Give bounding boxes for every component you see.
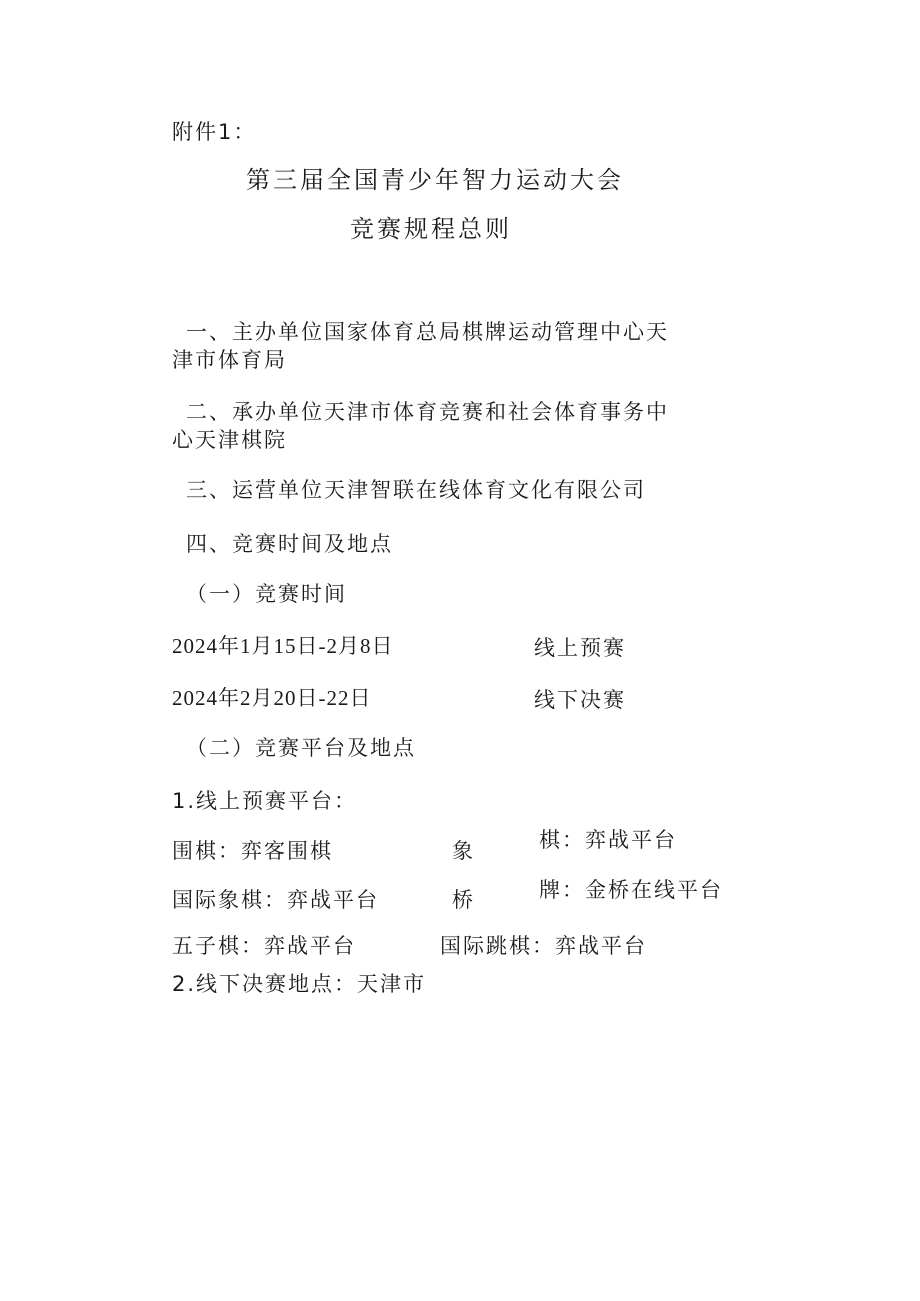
platform-chess: 国际象棋：弈战平台: [172, 888, 379, 912]
subsection-competition-time: （一）竞赛时间: [186, 582, 347, 606]
attachment-label: 附件1：: [172, 120, 257, 144]
platform-bridge-right: 牌：金桥在线平台: [539, 878, 723, 902]
section-organizer-line2: 津市体育局: [172, 348, 287, 372]
platform-xiangqi-right: 棋：弈战平台: [539, 828, 677, 852]
schedule-date-offline: 2024年2月20日-22日: [172, 686, 372, 710]
document-subtitle: 竞赛规程总则: [350, 215, 512, 243]
offline-location: 2.线下决赛地点：天津市: [172, 972, 427, 996]
section-host-line1: 二、承办单位天津市体育竞赛和社会体育事务中: [186, 400, 669, 424]
online-platform-heading: 1.线上预赛平台：: [172, 789, 358, 813]
section-time-location: 四、竞赛时间及地点: [186, 532, 393, 556]
subsection-platform-location: （二）竞赛平台及地点: [186, 736, 416, 760]
document-title: 第三届全国青少年智力运动大会: [246, 166, 624, 194]
platform-bridge-left: 桥: [452, 888, 475, 912]
section-organizer-line1: 一、主办单位国家体育总局棋牌运动管理中心天: [186, 320, 669, 344]
platform-gomoku: 五子棋：弈战平台: [172, 934, 356, 958]
schedule-event-offline: 线下决赛: [534, 688, 626, 712]
platform-checkers: 国际跳棋：弈战平台: [440, 934, 647, 958]
section-operator: 三、运营单位天津智联在线体育文化有限公司: [186, 478, 646, 502]
section-host-line2: 心天津棋院: [172, 428, 287, 452]
schedule-event-online: 线上预赛: [534, 636, 626, 660]
platform-xiangqi-left: 象: [452, 839, 475, 863]
platform-weiqi: 围棋：弈客围棋: [172, 839, 333, 863]
schedule-date-online: 2024年1月15日-2月8日: [172, 634, 394, 658]
